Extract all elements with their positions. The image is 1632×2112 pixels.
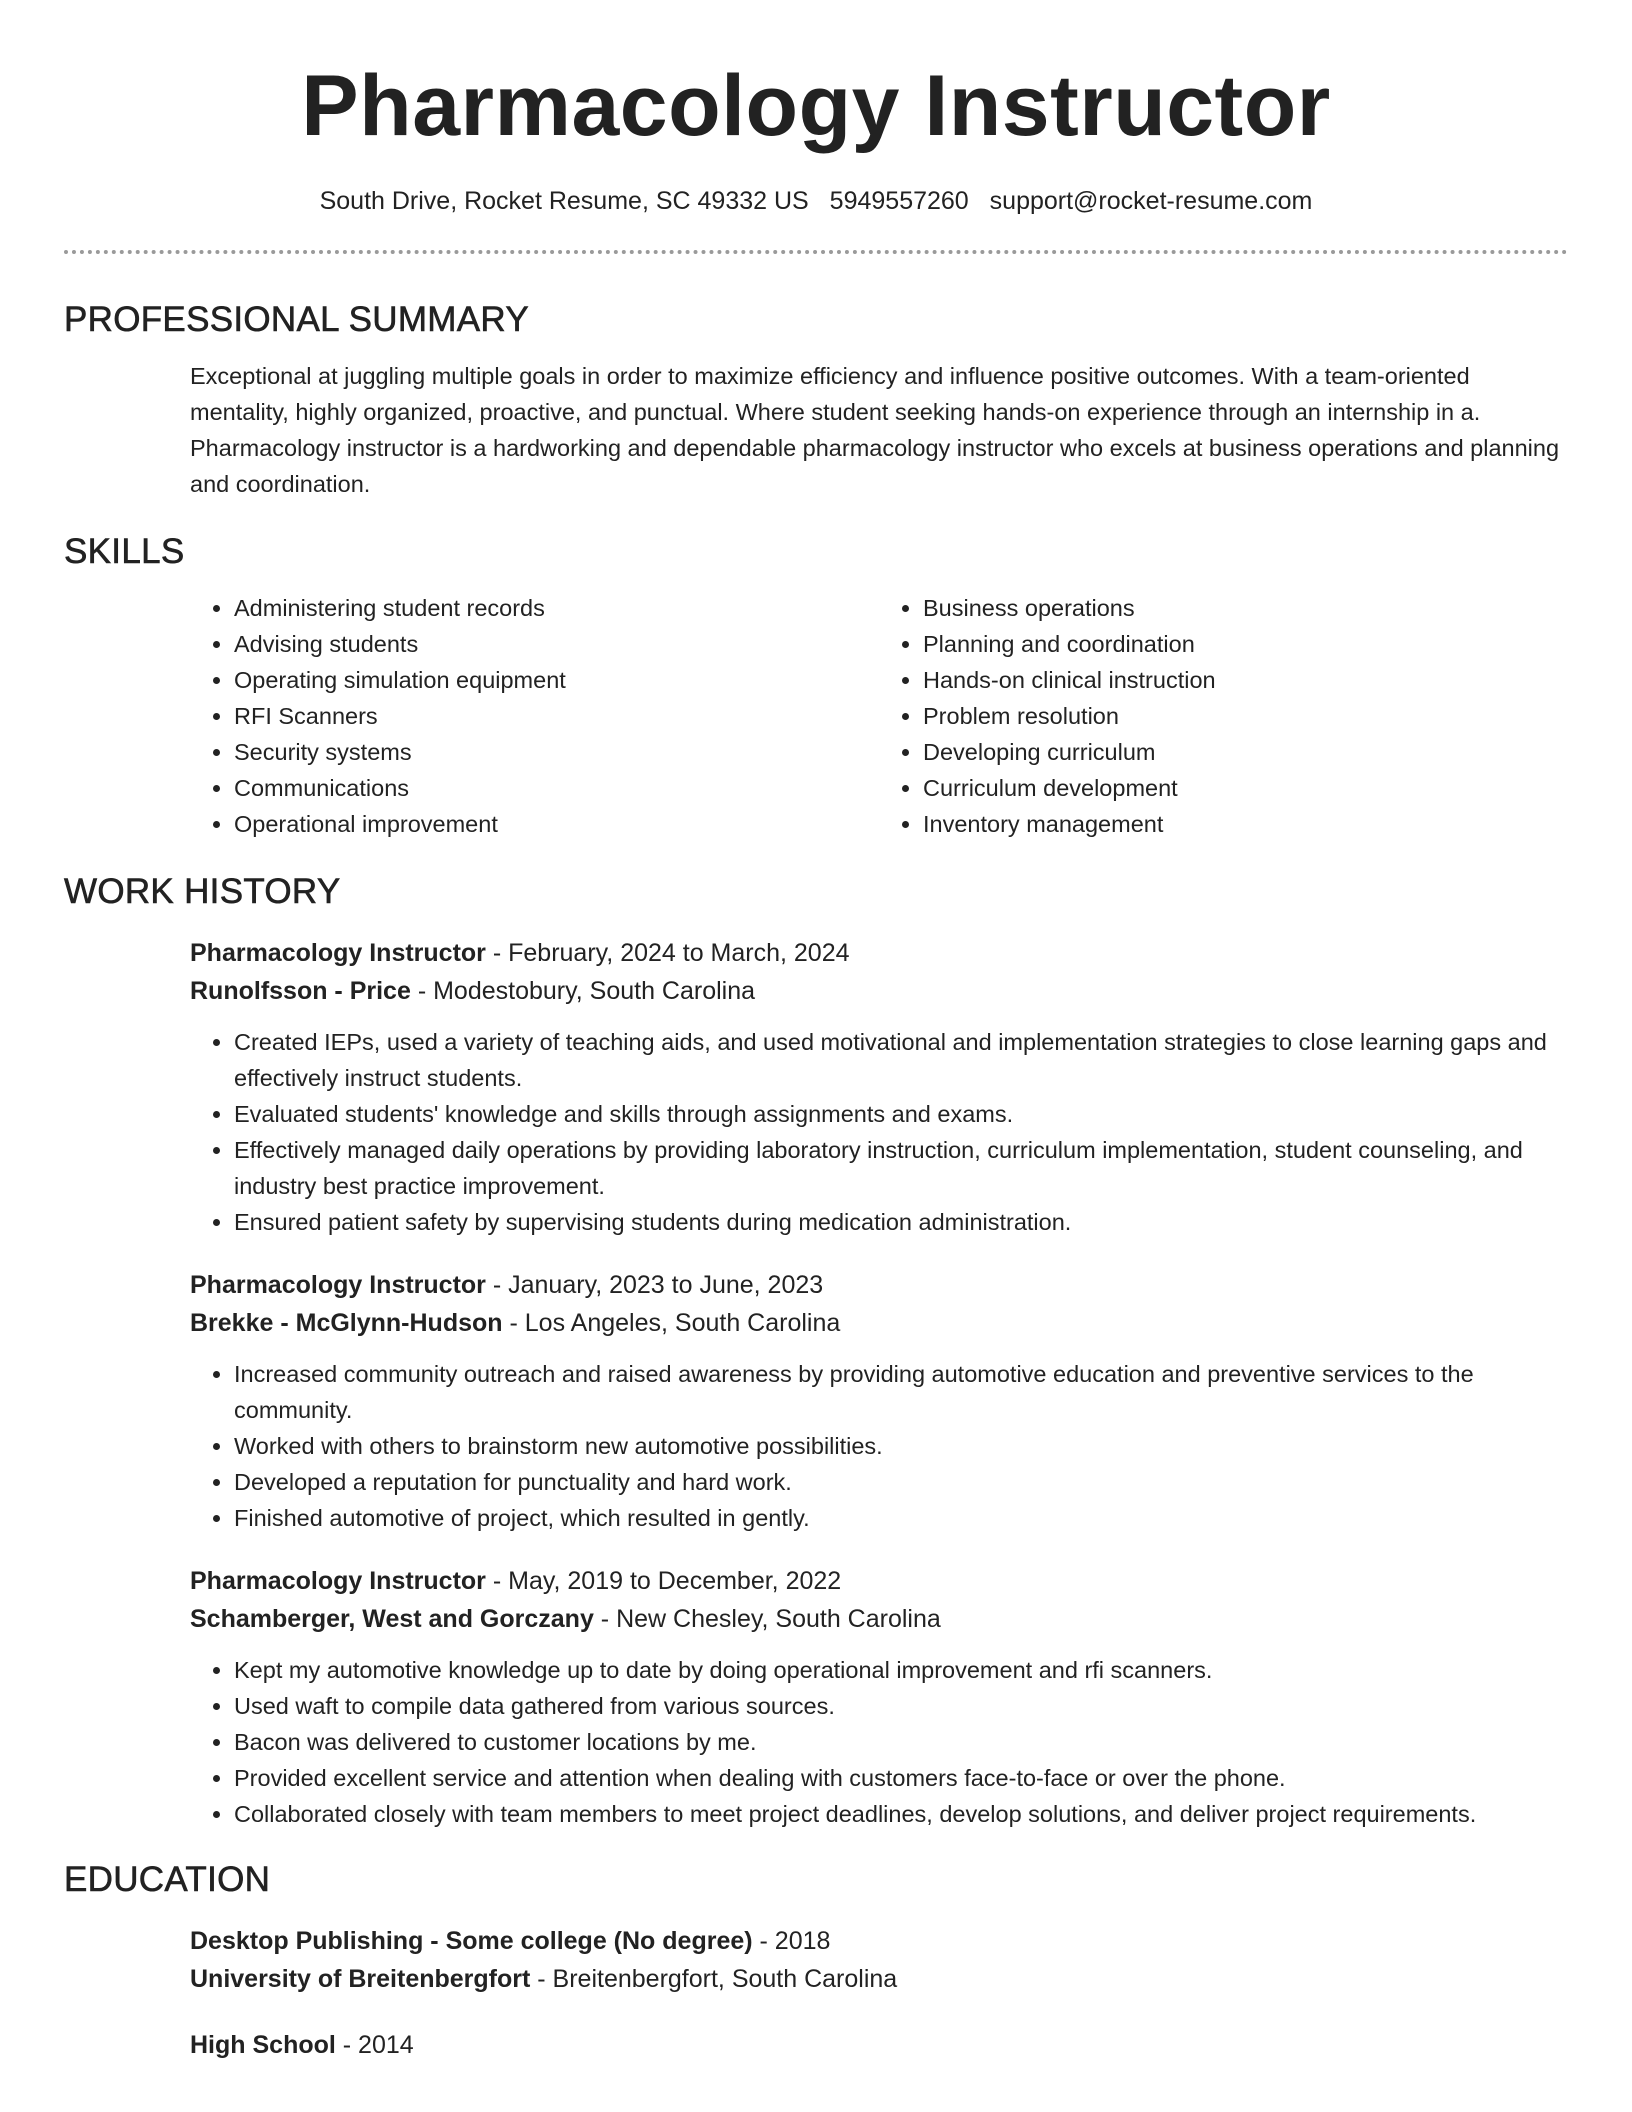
section-title-summary: PROFESSIONAL SUMMARY [64, 300, 529, 339]
job-company-line [190, 1600, 1568, 1638]
skill-item: • Planning and coordination [923, 626, 1568, 662]
skill-item: • RFI Scanners [234, 698, 879, 734]
job-role-line [190, 1562, 1568, 1600]
job-bullet: • Collaborated closely with team members to meet project deadlines, develop solutions, and deliver project requirements. [234, 1796, 1568, 1832]
email: support@rocket-resume.com [989, 187, 1313, 215]
job-entry [64, 1562, 1568, 1832]
job-company: Brekke - McGlynn-Hudson [190, 1309, 503, 1337]
job-bullet: • Kept my automotive knowledge up to date by doing operational improvement and rfi scanners. [234, 1652, 1568, 1688]
job-role: Pharmacology Instructor [190, 1271, 486, 1299]
section-title-work: WORK HISTORY [64, 872, 341, 911]
job-company-line [190, 972, 1568, 1010]
skill-item: • Communications [234, 770, 879, 806]
job-bullet: • Worked with others to brainstorm new automotive possibilities. [234, 1428, 1568, 1464]
education-location: - Breitenbergfort, South Carolina [530, 1965, 898, 1993]
skill-item: • Operating simulation equipment [234, 662, 879, 698]
skills-section [0, 530, 1632, 842]
header-divider [64, 250, 1568, 254]
contact-line [0, 184, 1632, 218]
skill-item: • Security systems [234, 734, 879, 770]
job-dates: - May, 2019 to December, 2022 [485, 1567, 842, 1595]
job-bullets [190, 1024, 1568, 1240]
job-bullets [190, 1356, 1568, 1536]
education-year: - 2014 [335, 2031, 414, 2059]
job-entry [64, 1266, 1568, 1536]
skill-item: • Advising students [234, 626, 879, 662]
job-role-line [190, 934, 1568, 972]
education-entry [64, 2026, 1568, 2064]
resume-header [0, 0, 1632, 218]
candidate-name: Pharmacology Instructor [301, 58, 1331, 154]
job-entry [64, 934, 1568, 1240]
skill-item: • Inventory management [923, 806, 1568, 842]
skill-item: • Operational improvement [234, 806, 879, 842]
job-company: Runolfsson - Price [190, 977, 411, 1005]
job-company-line [190, 1304, 1568, 1342]
job-bullet: • Ensured patient safety by supervising students during medication administration. [234, 1204, 1568, 1240]
skill-item: • Business operations [923, 590, 1568, 626]
work-section [0, 870, 1632, 1832]
education-year: - 2018 [752, 1927, 831, 1955]
job-bullet: • Evaluated students' knowledge and skills through assignments and exams. [234, 1096, 1568, 1132]
skills-list-left [190, 590, 879, 842]
job-bullet: • Provided excellent service and attention when dealing with customers face-to-face or over the phone. [234, 1760, 1568, 1796]
job-company: Schamberger, West and Gorczany [190, 1605, 594, 1633]
education-school: University of Breitenbergfort [190, 1965, 531, 1993]
job-bullet: • Used waft to compile data gathered from various sources. [234, 1688, 1568, 1724]
job-bullet: • Finished automotive of project, which resulted in gently. [234, 1500, 1568, 1536]
skill-item: • Curriculum development [923, 770, 1568, 806]
education-entry [64, 1922, 1568, 1998]
phone: 5949557260 [829, 187, 969, 215]
job-bullet: • Increased community outreach and raised awareness by providing automotive education and preventive services to the community. [234, 1356, 1568, 1428]
skill-item: • Problem resolution [923, 698, 1568, 734]
address: South Drive, Rocket Resume, SC 49332 US [319, 187, 809, 215]
education-degree: Desktop Publishing - Some college (No degree) [190, 1927, 753, 1955]
job-dates: - January, 2023 to June, 2023 [485, 1271, 824, 1299]
skills-grid [64, 590, 1568, 842]
summary-text: Exceptional at juggling multiple goals in order to maximize efficiency and influence positive outcomes. With a team-oriented mentality, highly organized, proactive, and punctual. Where student seeking hands-on experience through an internship in a. Pharmacology instructor is a hardworking and dependable pharmacology instructor who excels at business operations and planning and coordination. [190, 363, 1560, 497]
section-title-skills: SKILLS [64, 532, 185, 571]
education-section [0, 1858, 1632, 2064]
summary-section [0, 298, 1632, 502]
job-location: - New Chesley, South Carolina [593, 1605, 941, 1633]
skill-item: • Developing curriculum [923, 734, 1568, 770]
job-bullet: • Bacon was delivered to customer locations by me. [234, 1724, 1568, 1760]
job-role-line [190, 1266, 1568, 1304]
education-degree-line [190, 1922, 1568, 1960]
job-bullets [190, 1652, 1568, 1832]
job-role: Pharmacology Instructor [190, 939, 486, 967]
job-dates: - February, 2024 to March, 2024 [485, 939, 850, 967]
job-bullet: • Developed a reputation for punctuality and hard work. [234, 1464, 1568, 1500]
job-location: - Modestobury, South Carolina [410, 977, 756, 1005]
job-bullet: • Created IEPs, used a variety of teaching aids, and used motivational and implementation strategies to close learning gaps and effectively instruct students. [234, 1024, 1568, 1096]
education-degree: High School [190, 2031, 336, 2059]
job-bullet: • Effectively managed daily operations by providing laboratory instruction, curriculum implementation, student counseling, and industry best practice improvement. [234, 1132, 1568, 1204]
skill-item: • Administering student records [234, 590, 879, 626]
education-school-line [190, 1960, 1568, 1998]
skills-list-right [879, 590, 1568, 842]
skill-item: • Hands-on clinical instruction [923, 662, 1568, 698]
job-location: - Los Angeles, South Carolina [502, 1309, 841, 1337]
job-role: Pharmacology Instructor [190, 1567, 486, 1595]
education-degree-line [190, 2026, 1568, 2064]
section-title-education: EDUCATION [64, 1860, 271, 1899]
